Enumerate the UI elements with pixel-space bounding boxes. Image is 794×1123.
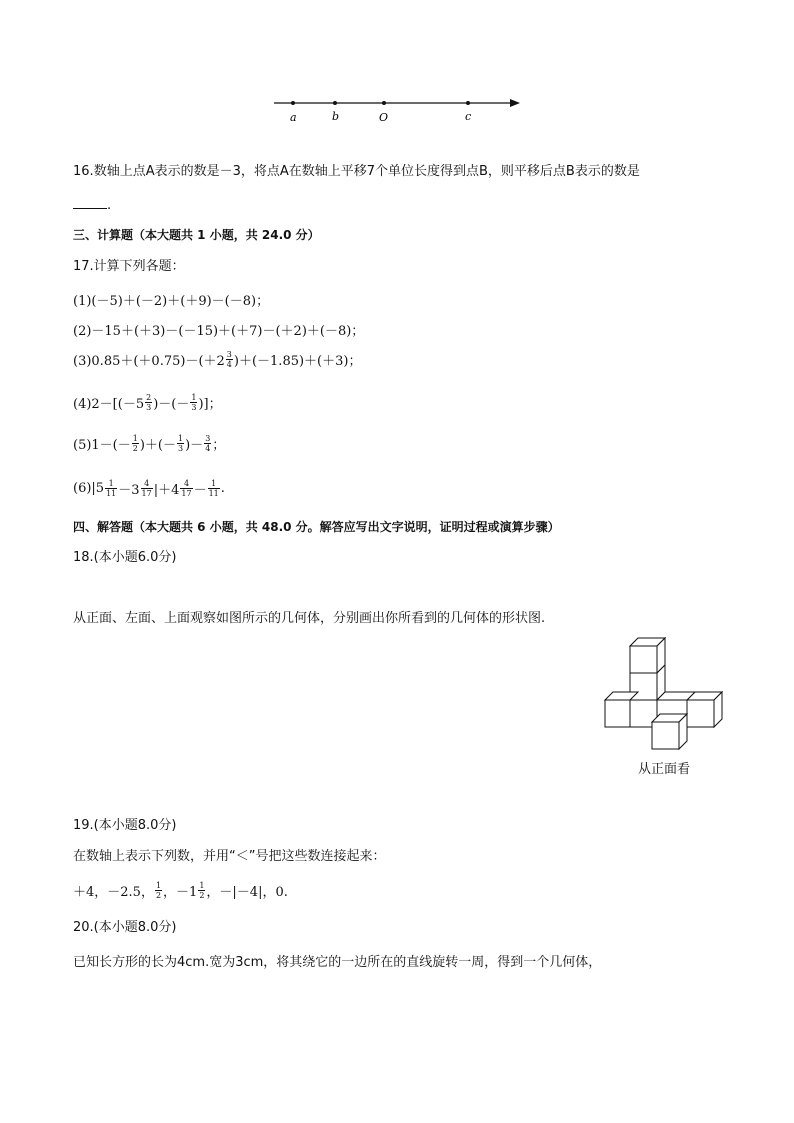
q17-part-1: (1)(－5)＋(－2)＋(＋9)－(－8)； — [73, 294, 270, 309]
q17-part-2: (2)－15＋(＋3)－(－15)＋(＋7)－(＋2)＋(－8)； — [73, 324, 365, 339]
numerator: 1 — [132, 434, 138, 443]
denominator: 3 — [146, 403, 152, 412]
numerator: 1 — [178, 434, 184, 443]
point-b — [333, 101, 337, 105]
point-c — [466, 101, 470, 105]
q16-end: . — [107, 198, 112, 213]
denominator: 2 — [199, 891, 205, 900]
fraction — [132, 434, 139, 453]
q20-head: 20.(本小题8.0分) — [73, 920, 177, 935]
q17-part-6 — [73, 479, 225, 498]
q17-head: 17.计算下列各题： — [73, 259, 185, 274]
label-o: O — [379, 111, 389, 124]
denominator: 17 — [141, 489, 152, 498]
q17-p4-text-b: )－(－ — [153, 397, 190, 412]
numerator: 1 — [199, 881, 205, 890]
fraction — [105, 479, 117, 498]
numerator: 1 — [155, 881, 162, 890]
q19-text-b: ，－1 — [163, 885, 198, 900]
fraction — [226, 350, 233, 369]
denominator: 11 — [208, 489, 219, 498]
q16-answer-line — [73, 196, 111, 215]
q17-p6-text-d: － — [193, 483, 207, 498]
q17-p5-text-b: )＋(－ — [139, 438, 177, 453]
q19-text-c: ，－|－4|，0. — [206, 885, 288, 900]
q16-number: 16. — [73, 164, 94, 179]
fraction — [204, 434, 211, 453]
q17-p3-text-b: )＋(－1.85)＋(＋3)； — [233, 354, 362, 369]
numerator: 1 — [105, 479, 117, 489]
q19-text: 在数轴上表示下列数，并用“＜”号把这些数连接起来： — [73, 849, 386, 864]
answer-blank — [73, 196, 107, 209]
denominator: 4 — [205, 444, 211, 453]
fraction — [155, 881, 162, 900]
figure-caption: 从正面看 — [638, 762, 691, 777]
section-3-title: 三、计算题（本大题共 1 小题，共 24.0 分） — [73, 228, 320, 242]
q17-p6-text-a: (6)|5 — [73, 481, 105, 496]
number-line-arrow — [510, 99, 520, 107]
q18-text: 从正面、左面、上面观察如图所示的几何体，分别画出你所看到的几何体的形状图. — [73, 611, 546, 626]
fraction — [198, 881, 205, 900]
q17-p4-text-a: (4)2－[(－5 — [73, 397, 145, 412]
fraction — [180, 479, 192, 498]
numerator: 3 — [226, 350, 232, 359]
denominator: 2 — [132, 444, 138, 453]
q17-p6-text-b: －3 — [118, 483, 140, 498]
number-line-figure — [268, 90, 528, 130]
point-a — [291, 101, 295, 105]
q17-part-5 — [73, 434, 225, 453]
fraction — [190, 393, 197, 412]
q20-text: 已知长方形的长为4cm.宽为3cm，将其绕它的一边所在的直线旋转一周，得到一个几何体， — [73, 955, 602, 970]
label-a: a — [290, 111, 297, 124]
label-c: c — [465, 110, 472, 123]
fraction — [208, 479, 220, 498]
q17-p5-text-a: (5)1－(－ — [73, 438, 131, 453]
q16-text: 数轴上点A表示的数是－3，将点A在数轴上平移7个单位长度得到点B，则平移后点B表示的数是 — [93, 164, 640, 179]
numerator: 4 — [141, 479, 153, 489]
numerator: 4 — [180, 479, 192, 489]
numerator: 1 — [208, 479, 220, 489]
fraction — [141, 479, 153, 498]
numerator: 3 — [205, 434, 211, 443]
q17-p6-text-c: |＋4 — [153, 483, 180, 498]
q18-head: 18.(本小题6.0分) — [73, 550, 177, 565]
q19-head: 19.(本小题8.0分) — [73, 818, 177, 833]
denominator: 11 — [106, 489, 117, 498]
q17-p3-text-a: (3)0.85＋(＋0.75)－(＋2 — [73, 354, 225, 369]
q17-p6-text-e: . — [220, 481, 225, 496]
q19-text-a: ＋4，－2.5， — [73, 885, 154, 900]
q17-p5-text-c: )－ — [185, 438, 204, 453]
section-4-title: 四、解答题（本大题共 6 小题，共 48.0 分。解答应写出文字说明，证明过程或演算步骤） — [73, 520, 560, 534]
fraction — [177, 434, 184, 453]
denominator: 3 — [178, 444, 184, 453]
numerator: 1 — [191, 393, 197, 402]
point-o — [382, 101, 386, 105]
denominator: 4 — [226, 360, 232, 369]
question-16 — [73, 163, 640, 181]
label-b: b — [332, 110, 340, 123]
q17-p4-text-c: )]； — [198, 397, 222, 412]
cube-solid-figure — [600, 632, 724, 754]
fraction — [145, 393, 152, 412]
denominator: 2 — [155, 891, 162, 900]
denominator: 17 — [181, 489, 192, 498]
q19-numbers — [73, 881, 288, 900]
q17-part-3 — [73, 350, 361, 369]
q17-part-4 — [73, 393, 222, 412]
q17-p5-text-d: ； — [212, 438, 226, 453]
numerator: 2 — [146, 393, 152, 402]
denominator: 3 — [191, 403, 197, 412]
